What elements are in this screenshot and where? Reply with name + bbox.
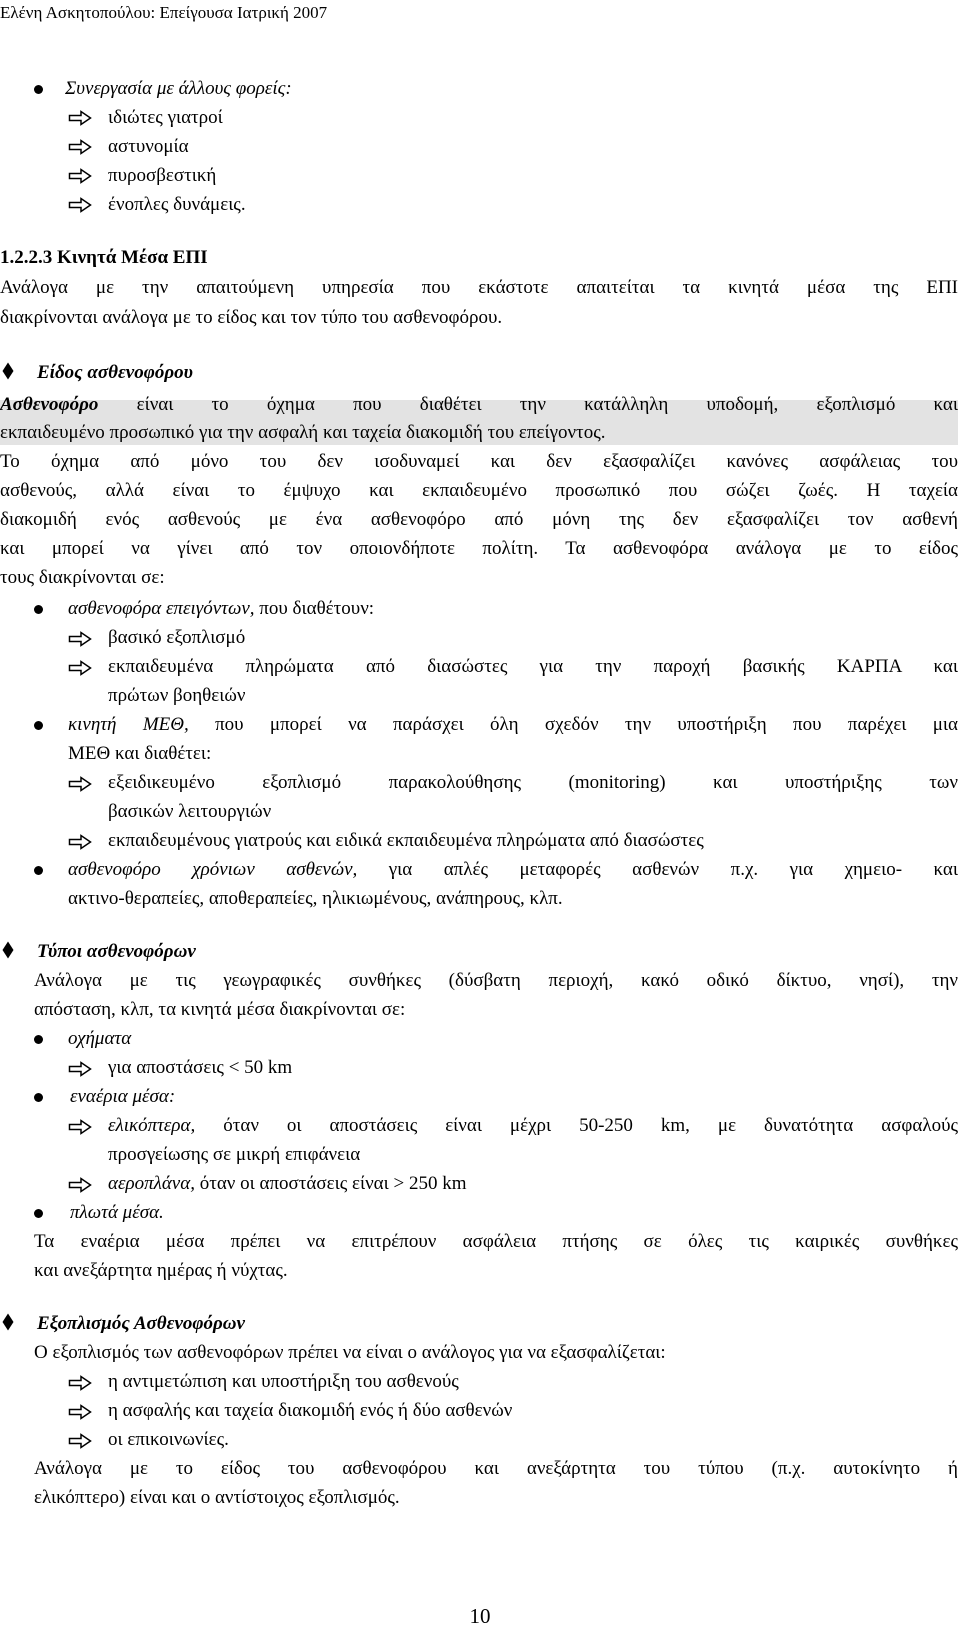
sub-item-cont: πρώτων βοηθειών: [108, 685, 246, 706]
definition-line: εκπαιδευμένο προσωπικό για την ασφαλή και ταχεία διακομιδή του επείγοντος.: [0, 422, 606, 443]
bullet-icon: [34, 1209, 43, 1218]
list-item-text: που μπορεί να παράσχει όλη σχεδόν την υποστήριξη που παρέχει μια: [188, 714, 958, 735]
subsection-title: Είδος ασθενοφόρου: [37, 362, 193, 383]
paragraph-line: τους διακρίνονται σε:: [0, 567, 165, 588]
bullet-icon: [34, 721, 43, 730]
paragraph-line: και μπορεί να γίνει από τον οποιονδήποτε πολίτη. Τα ασθενοφόρα ανάλογα με το είδος: [0, 538, 958, 559]
arrow-icon: [68, 1177, 92, 1193]
sub-item-cont: προσγείωσης σε μικρή επιφάνεια: [108, 1144, 361, 1165]
collab-item: αστυνομία: [108, 136, 189, 157]
definition-term: Ασθενοφόρο: [0, 394, 99, 415]
list-item-term: ασθενοφόρα επειγόντων,: [68, 598, 255, 619]
paragraph-line: Ανάλογα με το είδος του ασθενοφόρου και ανεξάρτητα του τύπου (π.χ. αυτοκίνητο ή: [34, 1458, 958, 1479]
arrow-icon: [68, 197, 92, 213]
definition-line: [0, 394, 958, 416]
bullet-icon: [34, 85, 43, 94]
paragraph-line: ελικόπτερο) είναι και ο αντίστοιχος εξοπλισμός.: [34, 1487, 400, 1508]
list-item-term: ασθενοφόρο χρόνιων ασθενών,: [68, 859, 358, 880]
arrow-icon: [68, 834, 92, 850]
sub-item: η αντιμετώπιση και υποστήριξη του ασθενούς: [108, 1371, 459, 1392]
arrow-icon: [68, 776, 92, 792]
paragraph-line: ασθενούς, αλλά είναι το έμψυχο και εκπαιδευμένο προσωπικό που σώζει ζωές. Η ταχεία: [0, 480, 958, 501]
sub-item: η ασφαλής και ταχεία διακομιδή ενός ή δύο ασθενών: [108, 1400, 513, 1421]
paragraph-line: Το όχημα από μόνο του δεν ισοδυναμεί και δεν εξασφαλίζει κανόνες ασφάλειας του: [0, 451, 958, 472]
bullet-icon: [34, 605, 43, 614]
collab-item: πυροσβεστική: [108, 165, 217, 186]
list-item: [68, 714, 958, 736]
arrow-icon: [68, 110, 92, 126]
list-item: πλωτά μέσα.: [70, 1202, 164, 1223]
sub-item-term: ελικόπτερα,: [108, 1115, 196, 1136]
page-number: 10: [469, 1604, 491, 1628]
arrow-icon: [68, 1433, 92, 1449]
list-item: εναέρια μέσα:: [70, 1086, 176, 1107]
arrow-icon: [68, 1119, 92, 1135]
arrow-icon: [68, 1061, 92, 1077]
sub-item: [108, 1115, 958, 1137]
arrow-icon: [68, 168, 92, 184]
list-item-cont: ακτινο-θεραπείες, αποθεραπείες, ηλικιωμένους, ανάπηρους, κλπ.: [68, 888, 563, 909]
subsection-title: Εξοπλισμός Ασθενοφόρων: [37, 1313, 245, 1334]
diamond-bullet-icon: [2, 1313, 14, 1331]
sub-item: οι επικοινωνίες.: [108, 1429, 229, 1450]
sub-item: εξειδικευμένο εξοπλισμό παρακολούθησης (monitoring) και υποστήριξης των: [108, 772, 958, 793]
sub-item: εκπαιδευμένα πληρώματα από διασώστες για την παροχή βασικής ΚΑΡΠΑ και: [108, 656, 958, 677]
sub-item: για αποστάσεις < 50 km: [108, 1057, 293, 1078]
paragraph-line: Ο εξοπλισμός των ασθενοφόρων πρέπει να είναι ο ανάλογος για να εξασφαλίζεται:: [34, 1342, 666, 1363]
sub-item: βασικό εξοπλισμό: [108, 627, 246, 648]
collab-item: ένοπλες δυνάμεις.: [108, 194, 246, 215]
list-item-term: κινητή ΜΕΘ,: [68, 714, 189, 735]
list-item: [68, 598, 374, 620]
sub-item-cont: βασικών λειτουργιών: [108, 801, 272, 822]
sub-item-text: όταν οι αποστάσεις είναι μέχρι 50-250 km, με δυνατότητα ασφαλούς: [195, 1115, 958, 1136]
sub-item-term: αεροπλάνα,: [108, 1173, 195, 1194]
sub-item: [108, 1173, 467, 1195]
list-item-text: που διαθέτουν:: [254, 598, 375, 619]
bullet-icon: [34, 1093, 43, 1102]
paragraph-line: και ανεξάρτητα ημέρας ή νύχτας.: [34, 1260, 288, 1281]
paragraph-line: απόσταση, κλπ, τα κινητά μέσα διακρίνονται σε:: [34, 999, 406, 1020]
bullet-icon: [34, 1035, 43, 1044]
definition-text: είναι το όχημα που διαθέτει την κατάλληλη υποδομή, εξοπλισμό και: [98, 394, 958, 415]
collab-title: Συνεργασία με άλλους φορείς:: [65, 78, 292, 99]
sub-item: εκπαιδευμένους γιατρούς και ειδικά εκπαιδευμένα πληρώματα από διασώστες: [108, 830, 704, 851]
paragraph-line: διακρίνονται ανάλογα με το είδος και τον τύπο του ασθενοφόρου.: [0, 307, 503, 328]
arrow-icon: [68, 631, 92, 647]
arrow-icon: [68, 1375, 92, 1391]
subsection-title: Τύποι ασθενοφόρων: [37, 941, 196, 962]
section-heading: 1.2.2.3 Κινητά Μέσα ΕΠΙ: [0, 247, 208, 268]
paragraph-line: Ανάλογα με την απαιτούμενη υπηρεσία που εκάστοτε απαιτείται τα κινητά μέσα της ΕΠΙ: [0, 277, 958, 298]
paragraph-line: Ανάλογα με τις γεωγραφικές συνθήκες (δύσβατη περιοχή, κακό οδικό δίκτυο, νησί), την: [34, 970, 958, 991]
list-item-cont: ΜΕΘ και διαθέτει:: [68, 743, 212, 764]
diamond-bullet-icon: [2, 941, 14, 959]
arrow-icon: [68, 660, 92, 676]
collab-item: ιδιώτες γιατροί: [108, 107, 223, 128]
bullet-icon: [34, 866, 43, 875]
paragraph-line: διακομιδή ενός ασθενούς με ένα ασθενοφόρο από μόνη της δεν εξασφαλίζει τον ασθενή: [0, 509, 958, 530]
arrow-icon: [68, 139, 92, 155]
list-item: [68, 859, 958, 881]
sub-item-text: όταν οι αποστάσεις είναι > 250 km: [194, 1173, 467, 1194]
diamond-bullet-icon: [2, 362, 14, 380]
paragraph-line: Τα εναέρια μέσα πρέπει να επιτρέπουν ασφάλεια πτήσης σε όλες τις καιρικές συνθήκες: [34, 1231, 958, 1252]
list-item-text: για απλές μεταφορές ασθενών π.χ. για χημειο- και: [357, 859, 958, 880]
list-item: οχήματα: [68, 1028, 132, 1049]
arrow-icon: [68, 1404, 92, 1420]
running-header: Ελένη Ασκητοπούλου: Επείγουσα Ιατρική 2007: [0, 3, 328, 22]
